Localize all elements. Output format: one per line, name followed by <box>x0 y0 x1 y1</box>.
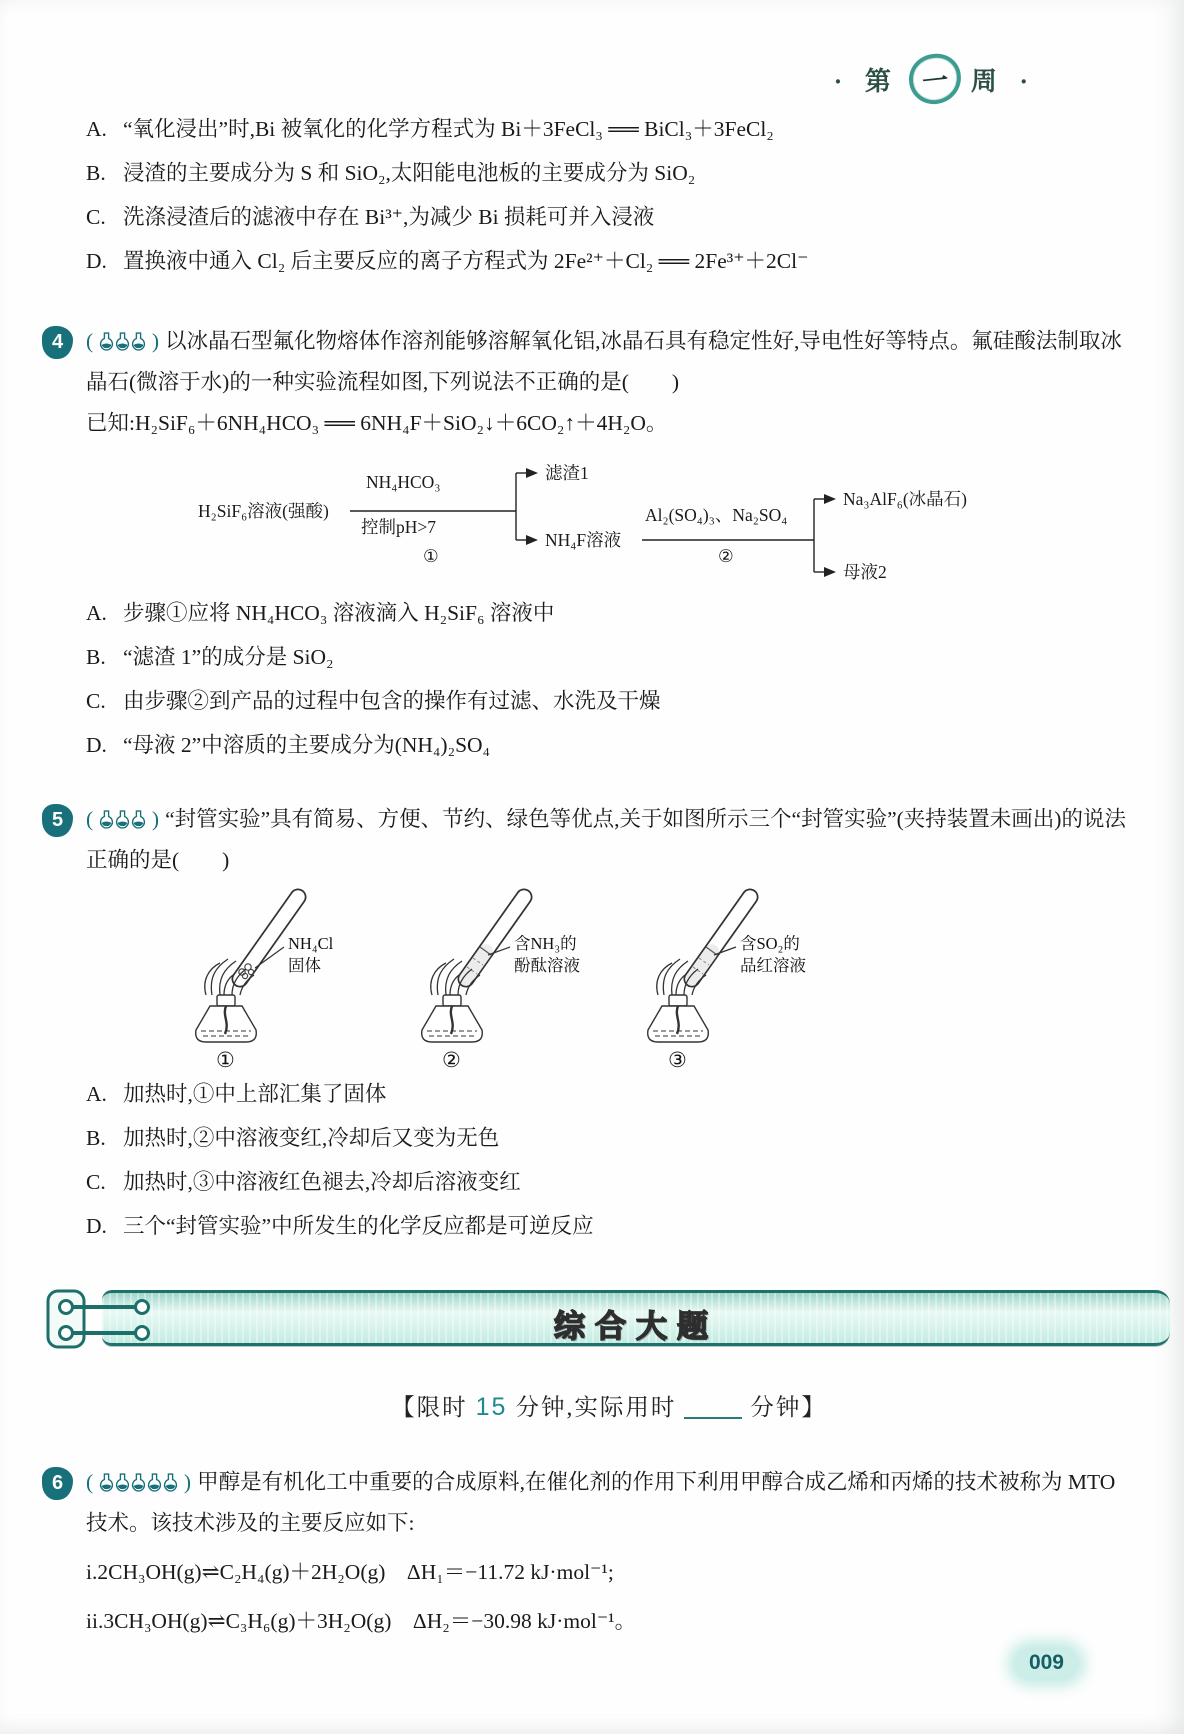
thermochemical-equation-2: ii.3CH₃OH(g)⇌C₃H₆(g)＋3H₂O(g) ΔH₂＝−30.98 kJ·mol⁻¹。 <box>86 1609 637 1633</box>
question6 <box>51 1462 1132 1544</box>
flowchart-mother-liquor: 母液2 <box>843 562 887 582</box>
tube2-number: ② <box>442 1048 461 1072</box>
question5-number-badge: 5 <box>42 804 73 837</box>
flowchart-step2-reagent: Al₂(SO₄)₃、Na₂SO₄ <box>645 505 788 525</box>
sealed-tube-diagrams <box>162 883 1132 1075</box>
question4 <box>51 321 1132 444</box>
option-text: 洗涤浸渣后的滤液中存在 Bi³⁺,为减少 Bi 损耗可并入浸液 <box>123 205 655 229</box>
question6-number-badge: 6 <box>42 1467 73 1500</box>
option-letter: C. <box>86 205 106 229</box>
flask-icon <box>115 1473 130 1492</box>
flask-icon <box>99 332 114 351</box>
timer-minutes: 15 <box>475 1393 508 1421</box>
flowchart-residue1: 滤渣1 <box>545 463 589 483</box>
question4-known-equation: 已知:H₂SiF₆＋6NH₄HCO₃ ══ 6NH₄F＋SiO₂↓＋6CO₂↑＋4H₂O。 <box>86 411 668 435</box>
option-text: 三个“封管实验”中所发生的化学反应都是可逆反应 <box>123 1214 594 1238</box>
difficulty-flasks <box>86 329 159 353</box>
flowchart-step1-condition: 控制pH>7 <box>361 517 437 537</box>
option-row <box>86 1125 1132 1152</box>
option-text: 置换液中通入 Cl₂ 后主要反应的离子方程式为 2Fe²⁺＋Cl₂ ══ 2Fe³⁺＋2Cl⁻ <box>123 249 809 273</box>
week-header-pre: · 第 <box>833 66 899 96</box>
sealed-tube-diagram-3 <box>614 883 828 1075</box>
option-row <box>86 732 1132 759</box>
flask-icon <box>99 1473 114 1492</box>
banner-ribbon <box>102 1290 1170 1346</box>
sealed-tube-diagram-2 <box>388 883 602 1075</box>
tube3-number: ③ <box>668 1048 687 1072</box>
flask-icon <box>131 810 146 829</box>
tube2-label-line1: 含NH₃的 <box>514 934 577 953</box>
timer-suffix: 分钟】 <box>750 1395 827 1421</box>
thermochemical-equation-1: i.2CH₃OH(g)⇌C₂H₄(g)＋2H₂O(g) ΔH₁＝−11.72 kJ·mol⁻¹; <box>86 1560 614 1584</box>
question4-stem: 以冰晶石型氟化物熔体作溶剂能够溶解氧化铝,冰晶石具有稳定性好,导电性好等特点。氟硅酸法制取冰晶石(微溶于水)的一种实验流程如图,下列说法不正确的是( ) <box>86 329 1122 394</box>
option-letter: D. <box>86 1214 107 1238</box>
flowchart-step2-label: ② <box>718 546 734 566</box>
flask-icon <box>115 810 130 829</box>
tube2-label-line2: 酚酞溶液 <box>514 956 580 975</box>
option-text: “氧化浸出”时,Bi 被氧化的化学方程式为 Bi＋3FeCl₃ ══ BiCl₃＋3FeCl₂ <box>123 117 774 141</box>
flowchart-nh4f-solution: NH₄F溶液 <box>545 530 622 550</box>
option-row <box>86 248 1132 275</box>
timer-blank-underline <box>684 1393 742 1419</box>
flowchart-step1-label: ① <box>423 546 439 566</box>
flask-icon <box>147 1473 162 1492</box>
alcohol-lamp <box>196 995 257 1042</box>
question3-options <box>86 116 1132 275</box>
question5-options <box>86 1081 1132 1240</box>
option-letter: C. <box>86 1170 106 1194</box>
flowchart-start: H₂SiF₆溶液(强酸) <box>198 501 329 521</box>
option-row <box>86 204 1132 231</box>
option-letter: D. <box>86 249 107 273</box>
option-letter: A. <box>86 601 107 625</box>
option-row <box>86 600 1132 627</box>
option-row <box>86 644 1132 671</box>
option-row <box>86 688 1132 715</box>
tube1-number: ① <box>216 1048 235 1072</box>
time-limit-line <box>86 1388 1132 1422</box>
option-letter: D. <box>86 733 107 757</box>
flowchart-product: Na₃AlF₆(冰晶石) <box>843 489 967 509</box>
question4-options <box>86 600 1132 759</box>
question6-stem: 甲醇是有机化工中重要的合成原料,在催化剂的作用下利用甲醇合成乙烯和丙烯的技术被称为 MTO 技术。该技术涉及的主要反应如下: <box>86 1470 1116 1535</box>
flask-icon <box>131 332 146 351</box>
option-row <box>86 160 1132 187</box>
tube1-label-line1: NH₄Cl <box>288 934 334 953</box>
option-letter: B. <box>86 161 106 185</box>
process-flowchart <box>198 454 998 592</box>
option-row <box>86 1081 1132 1108</box>
option-letter: B. <box>86 645 106 669</box>
section-title: 综合大题 <box>554 1309 718 1344</box>
tube3-label-line1: 含SO₂的 <box>740 934 800 953</box>
option-text: 加热时,③中溶液红色褪去,冷却后溶液变红 <box>123 1170 521 1194</box>
option-text: 加热时,①中上部汇集了固体 <box>123 1082 387 1106</box>
option-text: “母液 2”中溶质的主要成分为(NH₄)₂SO₄ <box>123 733 491 757</box>
option-text: 由步骤②到产品的过程中包含的操作有过滤、水洗及干燥 <box>123 689 661 713</box>
question5 <box>51 799 1132 881</box>
tube1-label-line2: 固体 <box>288 956 321 975</box>
flask-icon <box>115 332 130 351</box>
option-row <box>86 1169 1132 1196</box>
alcohol-lamp <box>422 995 483 1042</box>
timer-mid: 分钟,实际用时 <box>515 1395 677 1421</box>
question5-stem: “封管实验”具有简易、方便、节约、绿色等优点,关于如图所示三个“封管实验”(夹持装置未画出)的说法正确的是( ) <box>86 807 1126 872</box>
timer-prefix: 【限时 <box>391 1395 468 1421</box>
option-text: “滤渣 1”的成分是 SiO₂ <box>123 645 334 669</box>
option-row <box>86 116 1132 143</box>
sealed-tube-diagram-1 <box>162 883 376 1075</box>
flask-icon <box>99 810 114 829</box>
section-banner <box>40 1286 1178 1352</box>
week-header-post: 周 · <box>970 66 1036 96</box>
option-letter: A. <box>86 1082 107 1106</box>
alcohol-lamp <box>648 995 709 1042</box>
option-letter: B. <box>86 1126 106 1150</box>
flowchart-step1-reagent: NH₄HCO₃ <box>366 472 441 492</box>
option-row <box>86 1213 1132 1240</box>
question4-number-badge: 4 <box>42 326 73 359</box>
difficulty-flasks <box>86 807 159 831</box>
week-number: 一 <box>920 65 950 97</box>
option-letter: A. <box>86 117 107 141</box>
question6-equations <box>86 1548 1132 1646</box>
option-text: 加热时,②中溶液变红,冷却后又变为无色 <box>123 1126 500 1150</box>
page-number: 009 <box>1017 1650 1076 1677</box>
difficulty-flasks <box>86 1470 191 1494</box>
flask-icon <box>163 1473 178 1492</box>
option-text: 步骤①应将 NH₄HCO₃ 溶液滴入 H₂SiF₆ 溶液中 <box>123 601 555 625</box>
tube3-label-line2: 品红溶液 <box>740 956 806 975</box>
option-text: 浸渣的主要成分为 S 和 SiO₂,太阳能电池板的主要成分为 SiO₂ <box>123 161 696 185</box>
binder-rings-icon <box>42 1286 168 1352</box>
option-letter: C. <box>86 689 106 713</box>
flask-icon <box>131 1473 146 1492</box>
